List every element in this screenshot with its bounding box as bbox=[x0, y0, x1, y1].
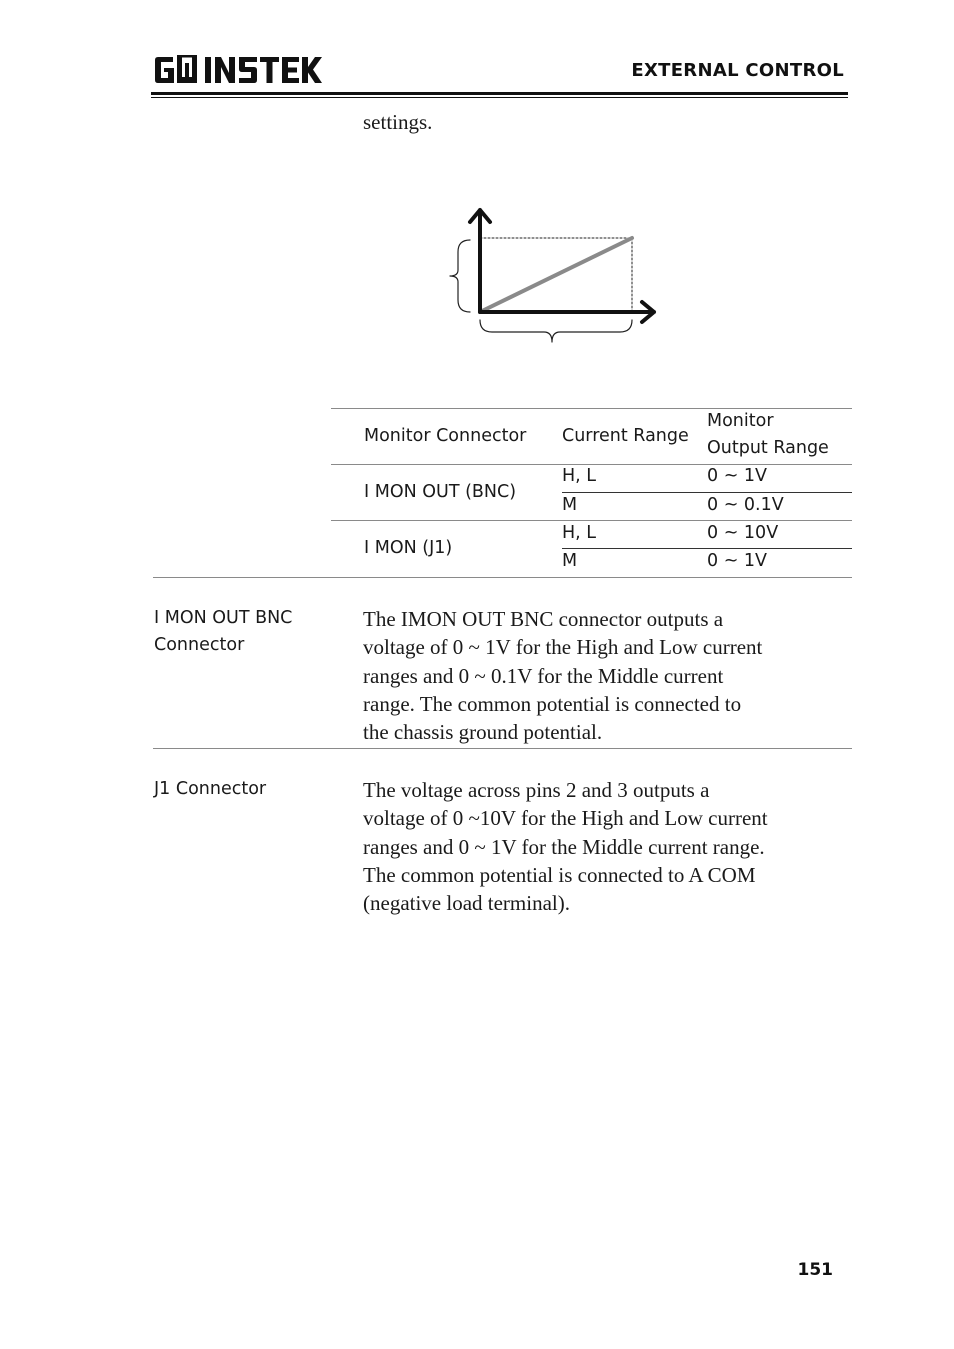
connector-j1: I MON (J1) bbox=[364, 538, 453, 558]
x-axis-arrow bbox=[480, 302, 654, 322]
ramp-line bbox=[480, 238, 632, 312]
output-j1-m: 0 ~ 1V bbox=[707, 551, 768, 571]
range-j1-hl: H, L bbox=[562, 523, 597, 543]
table-header-rule bbox=[331, 464, 852, 465]
range-j1-m: M bbox=[562, 551, 578, 571]
connector-bnc: I MON OUT (BNC) bbox=[364, 482, 517, 502]
header-monitor: Monitor bbox=[707, 411, 774, 431]
output-range-graph bbox=[440, 200, 670, 360]
x-range-brace bbox=[480, 320, 632, 342]
output-bnc-m: 0 ~ 0.1V bbox=[707, 495, 784, 515]
y-axis-arrow bbox=[470, 210, 490, 312]
continuation-text: settings. bbox=[363, 110, 433, 134]
header-monitor-connector: Monitor Connector bbox=[364, 426, 527, 446]
section-divider bbox=[153, 577, 852, 578]
header-rule bbox=[151, 92, 848, 95]
bnc-connector-description: The IMON OUT BNC connector outputs a voltage of 0 ~ 1V for the High and Low current ranges and 0 ~ 0.1V for the Middle current range. The common potential is connected to the chassis ground potential. bbox=[363, 607, 763, 745]
j1-sub-rule bbox=[562, 548, 852, 549]
range-bnc-m: M bbox=[562, 495, 578, 515]
section-title: EXTERNAL CONTROL bbox=[631, 60, 844, 81]
gw-instek-logo bbox=[153, 55, 323, 85]
table-top-rule bbox=[331, 408, 852, 409]
header-current-range: Current Range bbox=[562, 426, 689, 446]
table-row-rule bbox=[331, 520, 852, 521]
page-number: 151 bbox=[797, 1260, 833, 1280]
bnc-connector-label: I MON OUT BNC Connector bbox=[154, 608, 293, 655]
range-bnc-hl: H, L bbox=[562, 466, 597, 486]
output-bnc-hl: 0 ~ 1V bbox=[707, 466, 768, 486]
monitor-range-table bbox=[331, 408, 852, 578]
bnc-sub-rule bbox=[562, 492, 852, 493]
j1-connector-label: J1 Connector bbox=[154, 779, 267, 799]
j1-connector-description: The voltage across pins 2 and 3 outputs a voltage of 0 ~10V for the High and Low current ranges and 0 ~ 1V for the Middle current range. The common potential is connected to A COM (negative load terminal). bbox=[363, 778, 768, 916]
header-rule-thin bbox=[151, 97, 848, 98]
y-range-brace bbox=[450, 240, 470, 312]
output-j1-hl: 0 ~ 10V bbox=[707, 523, 779, 543]
header-output-range: Output Range bbox=[707, 438, 829, 458]
section-divider bbox=[153, 748, 852, 749]
